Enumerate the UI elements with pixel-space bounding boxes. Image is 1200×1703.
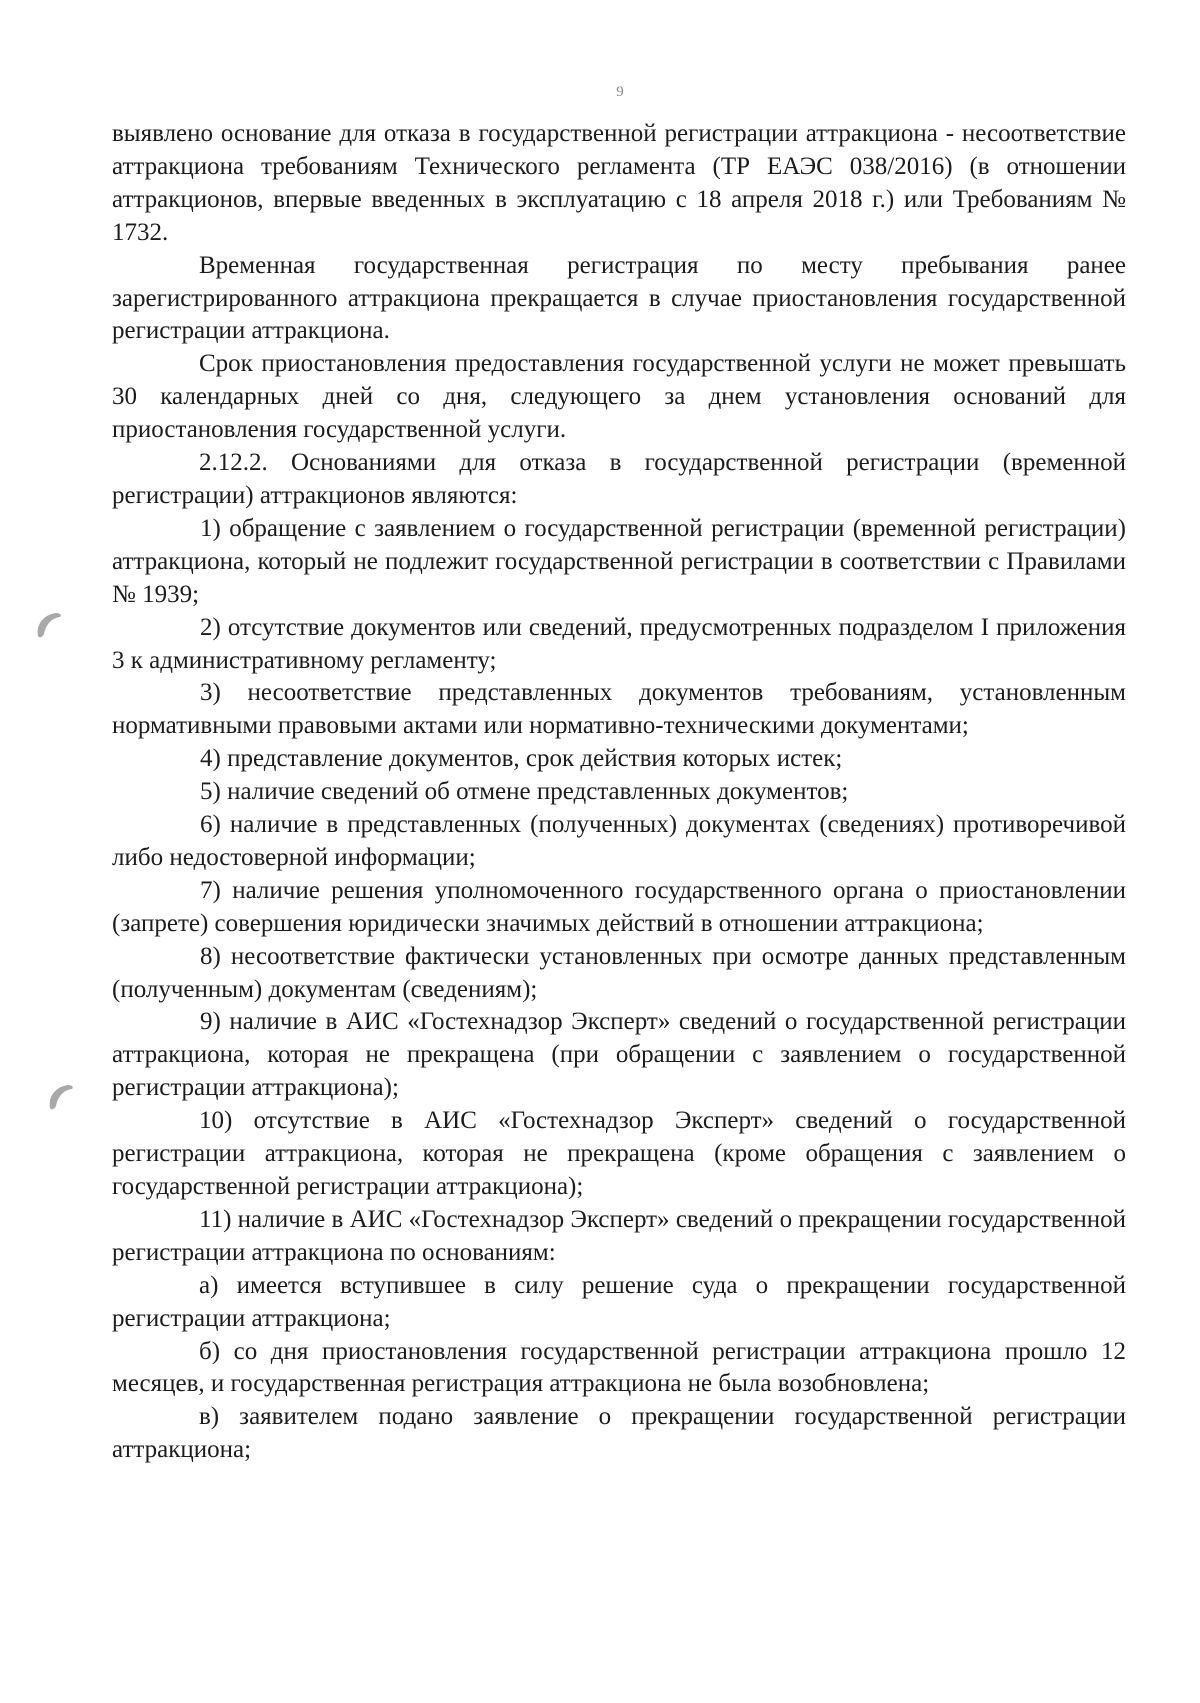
page-number: 9: [616, 84, 624, 100]
paragraph: Срок приостановления предоставления государственной услуги не может превышать 30 календарных дней со дня, следующего за днем установления оснований для приостановления государственной услуги.: [112, 350, 1126, 444]
paragraph: Временная государственная регистрация по месту пребывания ранее зарегистрированного аттракциона прекращается в случае приостановления государственной регистрации аттракциона.: [112, 251, 1126, 345]
list-item: 2) отсутствие документов или сведений, предусмотренных подразделом I приложения 3 к административному регламенту;: [112, 613, 1126, 674]
list-item: 6) наличие в представленных (полученных) документах (сведениях) противоречивой либо недостоверной информации;: [112, 811, 1126, 871]
punch-hole-mark: [34, 610, 64, 638]
paragraph: выявлено основание для отказа в государственной регистрации аттракциона - несоответствие аттракциона требованиям Технического регламента (ТР ЕАЭС 038/2016) (в отношении аттракционов, впервые введенных в эксплуатацию с 18 апреля 2018 г.) или Требованиям № 1732.: [112, 120, 1126, 246]
sub-list-item: в) заявителем подано заявление о прекращении государственной регистрации аттракциона;: [112, 1403, 1126, 1464]
sub-list-item: б) со дня приостановления государственной регистрации аттракциона прошло 12 месяцев, и государственная регистрация аттракциона не была возобновлена;: [112, 1337, 1126, 1398]
list-item: 10) отсутствие в АИС «Гостехнадзор Эксперт» сведений о государственной регистрации аттракциона, которая не прекращена (кроме обращения с заявлением о государственной регистрации аттракциона);: [112, 1107, 1126, 1200]
sub-list-item: а) имеется вступившее в силу решение суда о прекращении государственной регистрации аттракциона;: [112, 1271, 1126, 1332]
punch-hole-mark: [46, 1082, 76, 1110]
list-item: 8) несоответствие фактически установленных при осмотре данных представленным (полученным) документам (сведениям);: [112, 942, 1126, 1003]
list-item: 3) несоответствие представленных документов требованиям, установленным нормативными правовыми актами или нормативно-техническими документами;: [112, 679, 1126, 740]
list-item: 9) наличие в АИС «Гостехнадзор Эксперт» сведений о государственной регистрации аттракциона, которая не прекращена (при обращении с заявлением о государственной регистрации аттракциона);: [112, 1008, 1126, 1102]
list-item: 4) представление документов, срок действия которых истек;: [200, 745, 843, 773]
document-body: [112, 118, 1126, 1467]
list-item: 5) наличие сведений об отмене представленных документов;: [200, 778, 849, 806]
list-item: 1) обращение с заявлением о государственной регистрации (временной регистрации) аттракциона, который не подлежит государственной регистрации в соответствии с Правилами № 1939;: [112, 514, 1126, 608]
list-item: 11) наличие в АИС «Гостехнадзор Эксперт» сведений о прекращении государственной регистрации аттракциона по основаниям:: [112, 1205, 1126, 1266]
list-item: 7) наличие решения уполномоченного государственного органа о приостановлении (запрете) совершения юридически значимых действий в отношении аттракциона;: [112, 876, 1126, 937]
paragraph: 2.12.2. Основаниями для отказа в государственной регистрации (временной регистрации) аттракционов являются:: [112, 449, 1126, 509]
